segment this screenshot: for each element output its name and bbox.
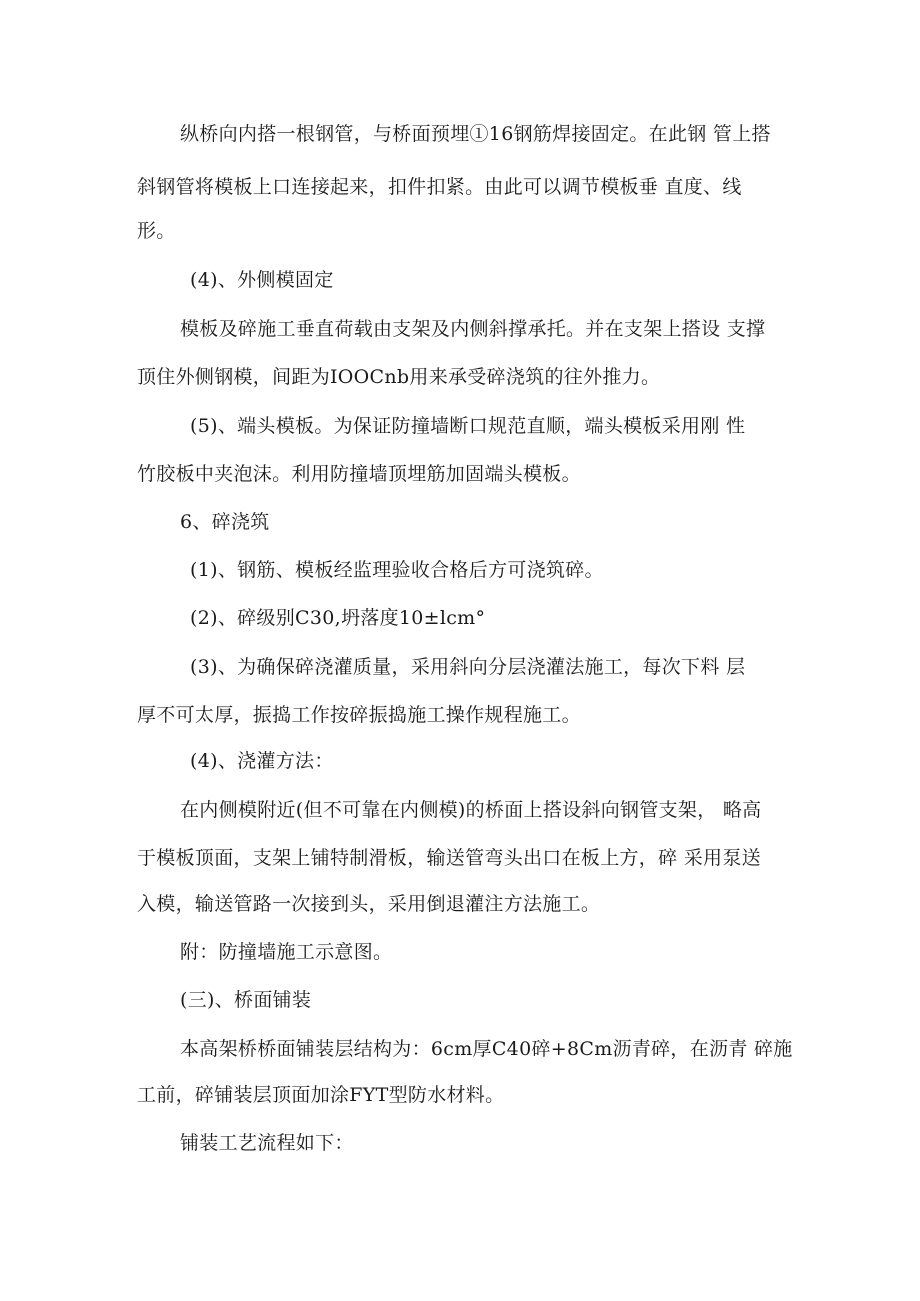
section-heading: 6、碎浇筑 xyxy=(180,511,270,533)
text-line: 斜钢管将模板上口连接起来，扣件扣紧。由此可以调节模板垂 直度、线 xyxy=(137,176,742,198)
text-line: 于模板顶面，支架上铺特制滑板，输送管弯头出口在板上方，碎 采用泵送 xyxy=(137,847,761,869)
text-line: (2)、碎级别C30,坍落度10±lcm° xyxy=(190,607,486,629)
text-line: (1)、钢筋、模板经监理验收合格后方可浇筑碎。 xyxy=(190,559,604,581)
text-line: 厚不可太厚，振捣工作按碎振捣施工操作规程施工。 xyxy=(137,704,581,726)
text-line: (4)、浇灌方法： xyxy=(190,750,334,772)
section-heading: (4)、外侧模固定 xyxy=(190,269,334,291)
text-line: (3)、为确保碎浇灌质量，采用斜向分层浇灌法施工，每次下料 层 xyxy=(190,656,746,678)
text-line: 铺装工艺流程如下： xyxy=(180,1132,354,1154)
text-line: 入模，输送管路一次接到头，采用倒退灌注方法施工。 xyxy=(137,893,601,915)
text-line: 竹胶板中夹泡沫。利用防撞墙顶埋筋加固端头模板。 xyxy=(137,463,581,485)
text-line: 本高架桥桥面铺装层结构为：6cm厚C40碎+8Cm沥青碎，在沥青 碎施 xyxy=(180,1038,793,1060)
text-line: 纵桥向内搭一根钢管，与桥面预埋①16钢筋焊接固定。在此钢 管上搭 xyxy=(180,123,771,145)
text-line: (5)、端头模板。为保证防撞墙断口规范直顺，端头模板采用刚 性 xyxy=(190,415,746,437)
text-line: 顶住外侧钢模，间距为IOOCnb用来承受碎浇筑的往外推力。 xyxy=(137,366,661,388)
text-line: 形。 xyxy=(137,220,176,242)
section-heading: (三)、桥面铺装 xyxy=(180,989,312,1011)
text-line: 模板及碎施工垂直荷载由支架及内侧斜撑承托。并在支架上搭设 支撑 xyxy=(180,318,766,340)
text-line: 工前，碎铺装层顶面加涂FYT型防水材料。 xyxy=(137,1084,505,1106)
text-line: 附：防撞墙施工示意图。 xyxy=(180,941,393,963)
text-line: 在内侧模附近(但不可靠在内侧模)的桥面上搭设斜向钢管支架， 略高 xyxy=(180,799,762,821)
